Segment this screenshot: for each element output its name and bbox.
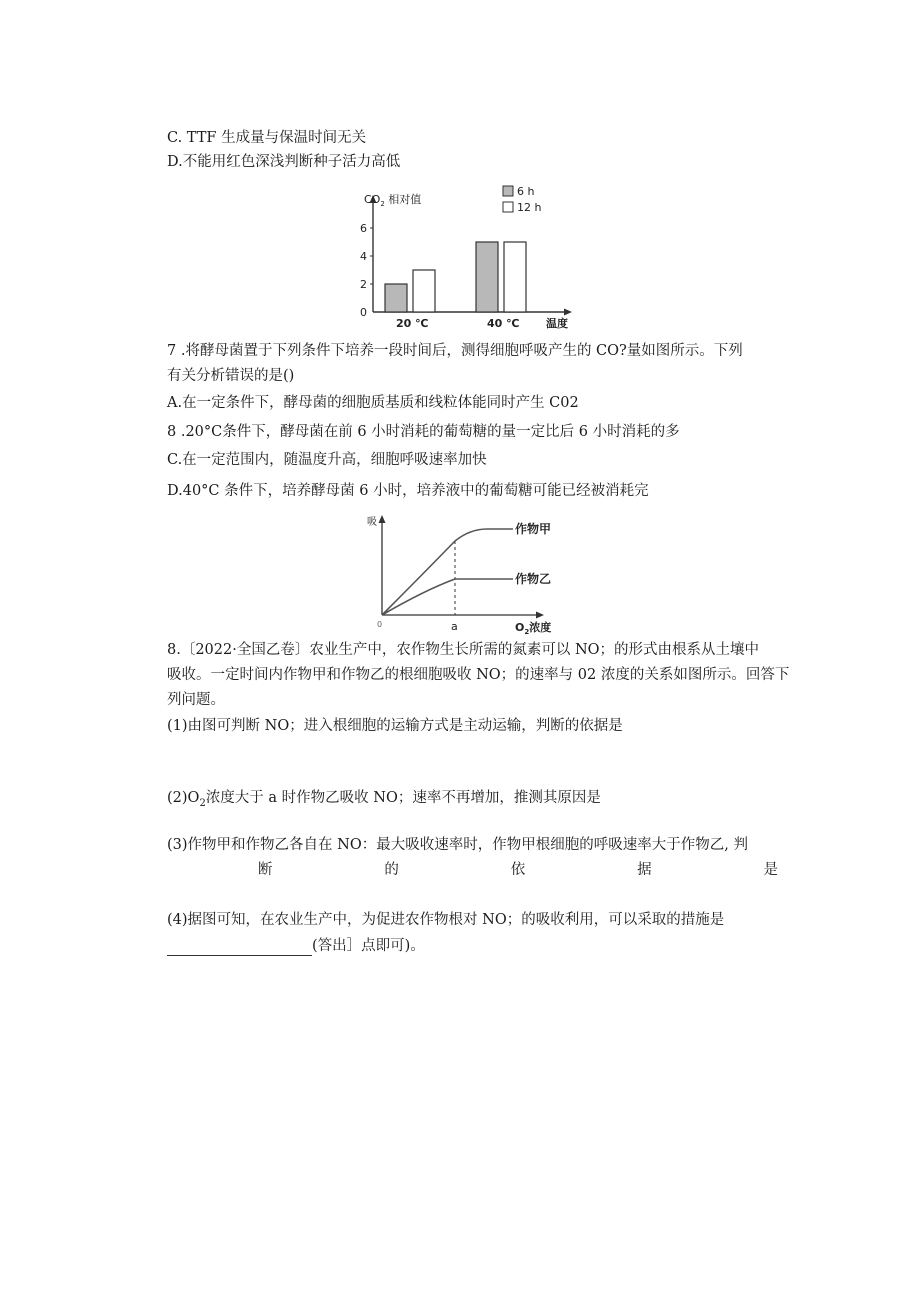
bar-legend	[503, 185, 541, 214]
curve-crop-yi	[382, 579, 513, 615]
legend-swatch	[503, 202, 513, 212]
series-label-jia: 作物甲	[515, 522, 552, 536]
q8-sub-2-subscript: 2	[199, 797, 206, 809]
bar-ylabel: $CO_2$ 相对值	[364, 193, 422, 208]
line-origin: 0	[377, 620, 383, 629]
q8-3-char: 据	[637, 862, 652, 878]
answer-blank[interactable]	[167, 941, 312, 956]
q8-3-char: 的	[384, 862, 399, 878]
q8-sub-3: (3)作物甲和作物乙各自在 NO：最大吸收速率时，作物甲根细胞的呼吸速率大于作物乙, 判	[167, 837, 748, 853]
option-d: D.不能用红色深浅判断种子活力高低	[167, 154, 401, 170]
q8-3-char: 依	[510, 862, 526, 878]
legend-label: 6 h	[517, 185, 535, 198]
line-ylabel: 吸	[367, 517, 377, 528]
bar	[504, 242, 526, 312]
bar-chart	[340, 180, 600, 330]
q8-sub-3-continuation	[258, 860, 778, 880]
bar-xtick-label: 40 ℃	[487, 317, 520, 330]
q8-sub-2	[167, 788, 601, 814]
q8-sub-4-tail: (答出］点即可)。	[312, 938, 425, 954]
line-xlabel: $O_2$浓度	[515, 621, 552, 636]
q7-option-d: D.40°C 条件下，培养酵母菌 6 小时，培养液中的葡萄糖可能已经被消耗完	[167, 483, 649, 499]
bar	[476, 242, 498, 312]
q8-line-2: 吸收。一定时间内作物甲和作物乙的根细胞吸收 NO；的速率与 02 浓度的关系如图所示。回答下	[167, 667, 790, 683]
bar-ytick-label: 0	[360, 306, 367, 319]
q8-line-3: 列问题。	[167, 692, 225, 708]
q8-3-char: 断	[258, 862, 273, 878]
series-label-yi: 作物乙	[515, 572, 552, 586]
q8-3-char: 是	[763, 862, 778, 878]
line-chart	[365, 505, 575, 640]
bar-yticks	[360, 222, 373, 319]
bar	[413, 270, 435, 312]
bar	[385, 284, 407, 312]
bar-xticks	[396, 317, 519, 330]
bar-ytick-label: 2	[360, 278, 367, 291]
q8-sub-4-answer-line	[167, 936, 425, 956]
q7-option-c: C.在一定范围内，随温度升高，细胞呼吸速率加快	[167, 452, 487, 468]
line-xtick-a: a	[451, 620, 458, 633]
curve-crop-jia	[382, 529, 513, 615]
bar-ytick-label: 6	[360, 222, 367, 235]
bar-xlabel: 温度	[546, 317, 568, 330]
q7-option-a: A.在一定条件下，酵母菌的细胞质基质和线粒体能同时产生 C02	[167, 395, 579, 411]
option-c: C. TTF 生成量与保温时间无关	[167, 130, 367, 146]
q7-line-2: 有关分析错误的是()	[167, 368, 295, 384]
q8-sub-2-post: 浓度大于 a 时作物乙吸收 NO；速率不再增加，推测其原因是	[205, 790, 601, 806]
q7-option-b: 8 .20°C条件下，酵母菌在前 6 小时消耗的葡萄糖的量一定比后 6 小时消耗的多	[167, 424, 680, 440]
q7-line-1: 7 .将酵母菌置于下列条件下培养一段时间后，测得细胞呼吸产生的 CO?量如图所示。下列	[167, 343, 743, 359]
legend-label: 12 h	[517, 201, 542, 214]
q8-sub-1: (1)由图可判断 NO；进入根细胞的运输方式是主动运输，判断的依据是	[167, 718, 623, 734]
bar-xtick-label: 20 ℃	[396, 317, 429, 330]
bar-series	[385, 242, 526, 312]
bar-ytick-label: 4	[360, 250, 367, 263]
q8-line-1: 8.〔2022·全国乙卷〕农业生产中，农作物生长所需的氮素可以 NO；的形式由根系从土壤中	[167, 642, 760, 658]
legend-swatch	[503, 186, 513, 196]
q8-sub-2-pre: (2)O	[167, 790, 200, 806]
q8-sub-4: (4)据图可知，在农业生产中，为促进农作物根对 NO；的吸收利用，可以采取的措施是	[167, 912, 725, 928]
